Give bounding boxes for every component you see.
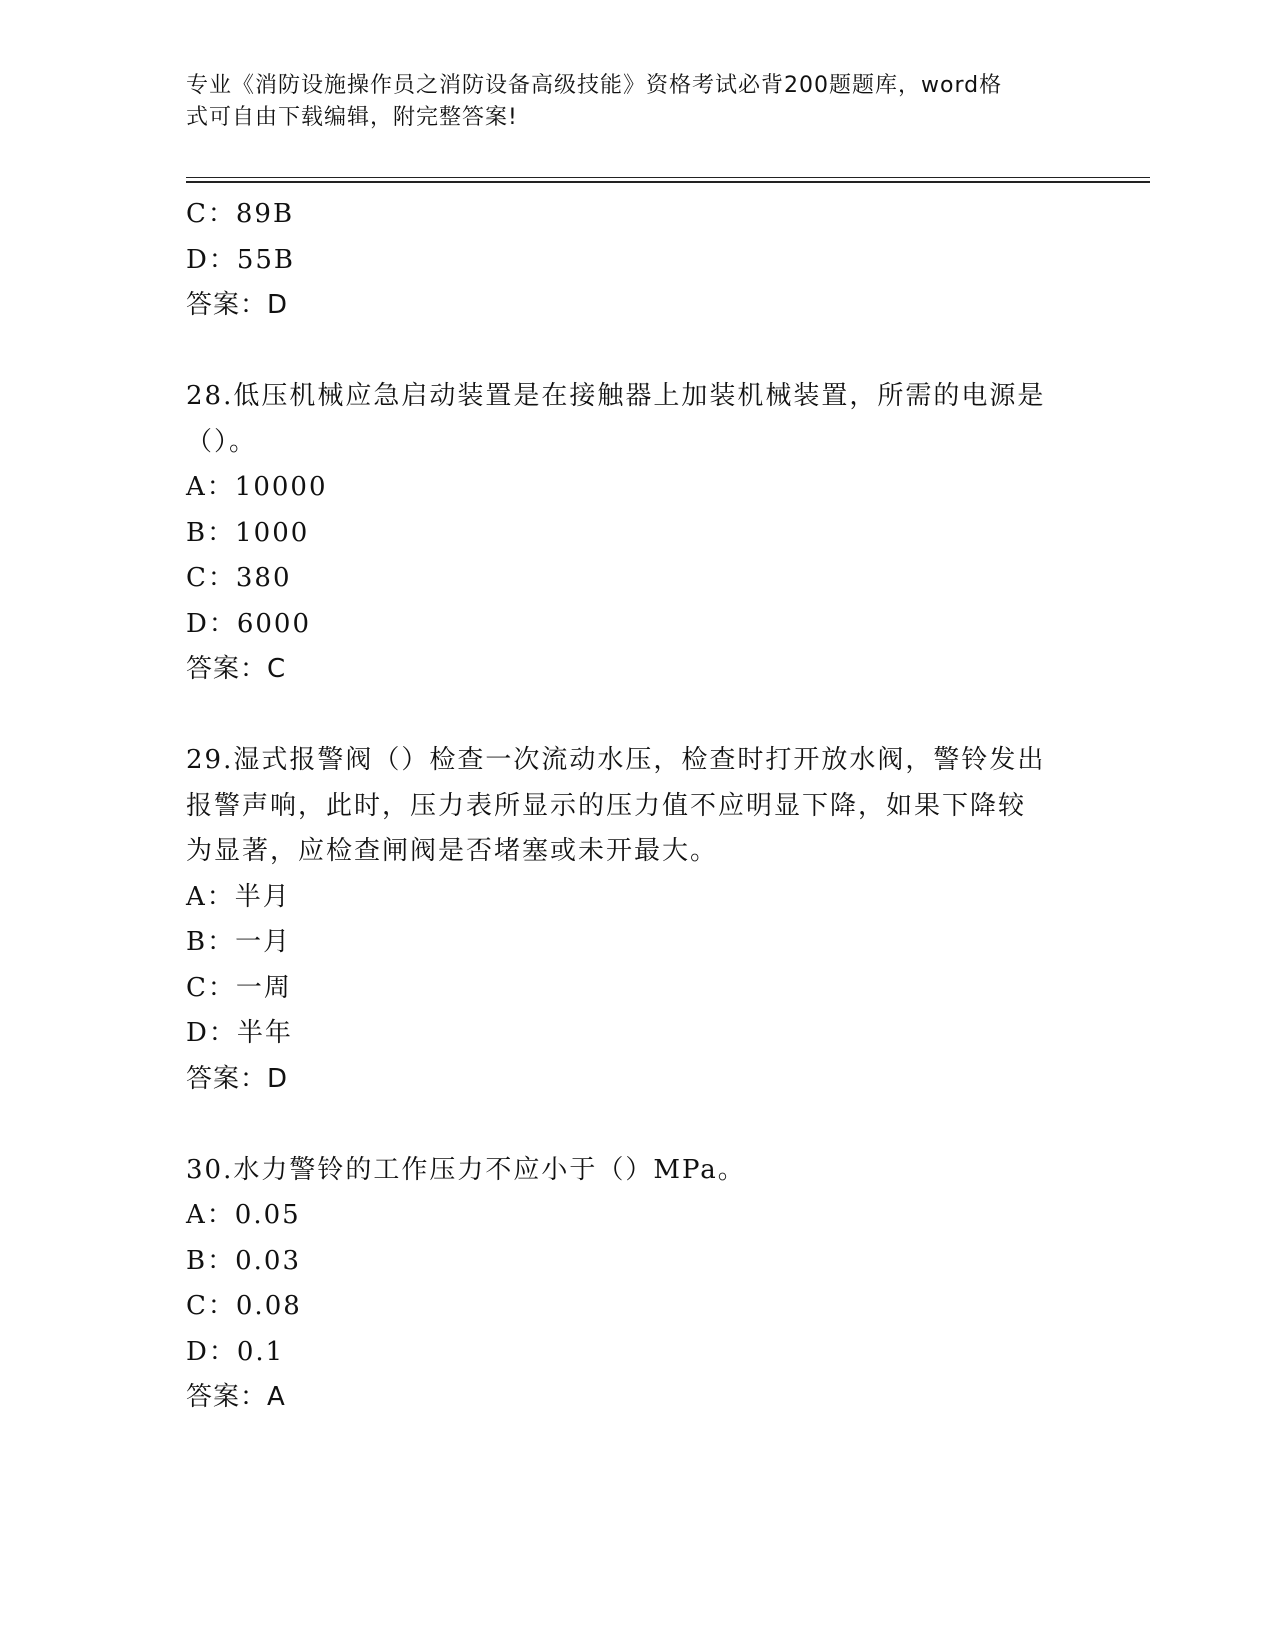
option-c: C：一周 [186, 972, 292, 1003]
header-line-2: 式可自由下载编辑，附完整答案! [186, 105, 518, 130]
option-d: D：55B [186, 244, 296, 275]
option-c: C：380 [186, 563, 292, 593]
question-30 [186, 1148, 1076, 1421]
question-28 [186, 374, 1076, 693]
spacer [186, 329, 1076, 375]
question-text-line: 29.湿式报警阀（）检查一次流动水压，检查时打开放水阀，警铃发出 [186, 745, 1046, 775]
question-text-line: 报警声响，此时，压力表所显示的压力值不应明显下降，如果下降较 [186, 790, 1027, 821]
question-text-line: 28.低压机械应急启动装置是在接触器上加装机械装置，所需的电源是 [186, 381, 1046, 411]
option-c: C：0.08 [186, 1291, 302, 1321]
option-a: A：0.05 [186, 1200, 301, 1230]
answer-line: 答案：D [186, 1063, 289, 1094]
question-text-line: 为显著，应检查闸阀是否堵塞或未开最大。 [186, 836, 719, 866]
answer-line: 答案：A [186, 1382, 286, 1412]
option-a: A：10000 [186, 472, 328, 502]
spacer [186, 693, 1076, 739]
option-c: C：89B [186, 199, 295, 229]
option-b: B：一月 [186, 927, 292, 957]
option-d: D：半年 [186, 1018, 293, 1048]
header-line-1: 专业《消防设施操作员之消防设备高级技能》资格考试必背200题题库，word格 [186, 73, 1003, 98]
option-a: A：半月 [186, 881, 291, 912]
header-divider-thick [186, 181, 1150, 183]
question-27-continuation [186, 192, 1076, 329]
option-d: D：6000 [186, 608, 312, 639]
option-b: B：0.03 [186, 1245, 301, 1276]
option-d: D：0.1 [186, 1336, 285, 1367]
question-text-line: 30.水力警铃的工作压力不应小于（）MPa。 [186, 1154, 746, 1185]
spacer [186, 1102, 1076, 1148]
answer-line: 答案：D [186, 290, 289, 320]
answer-line: 答案：C [186, 654, 287, 684]
question-list [186, 192, 1076, 1421]
header-divider-thin [186, 177, 1150, 178]
question-text-line: （）。 [186, 426, 258, 457]
document-header [186, 70, 1066, 134]
option-b: B：1000 [186, 517, 310, 548]
question-29 [186, 738, 1076, 1102]
